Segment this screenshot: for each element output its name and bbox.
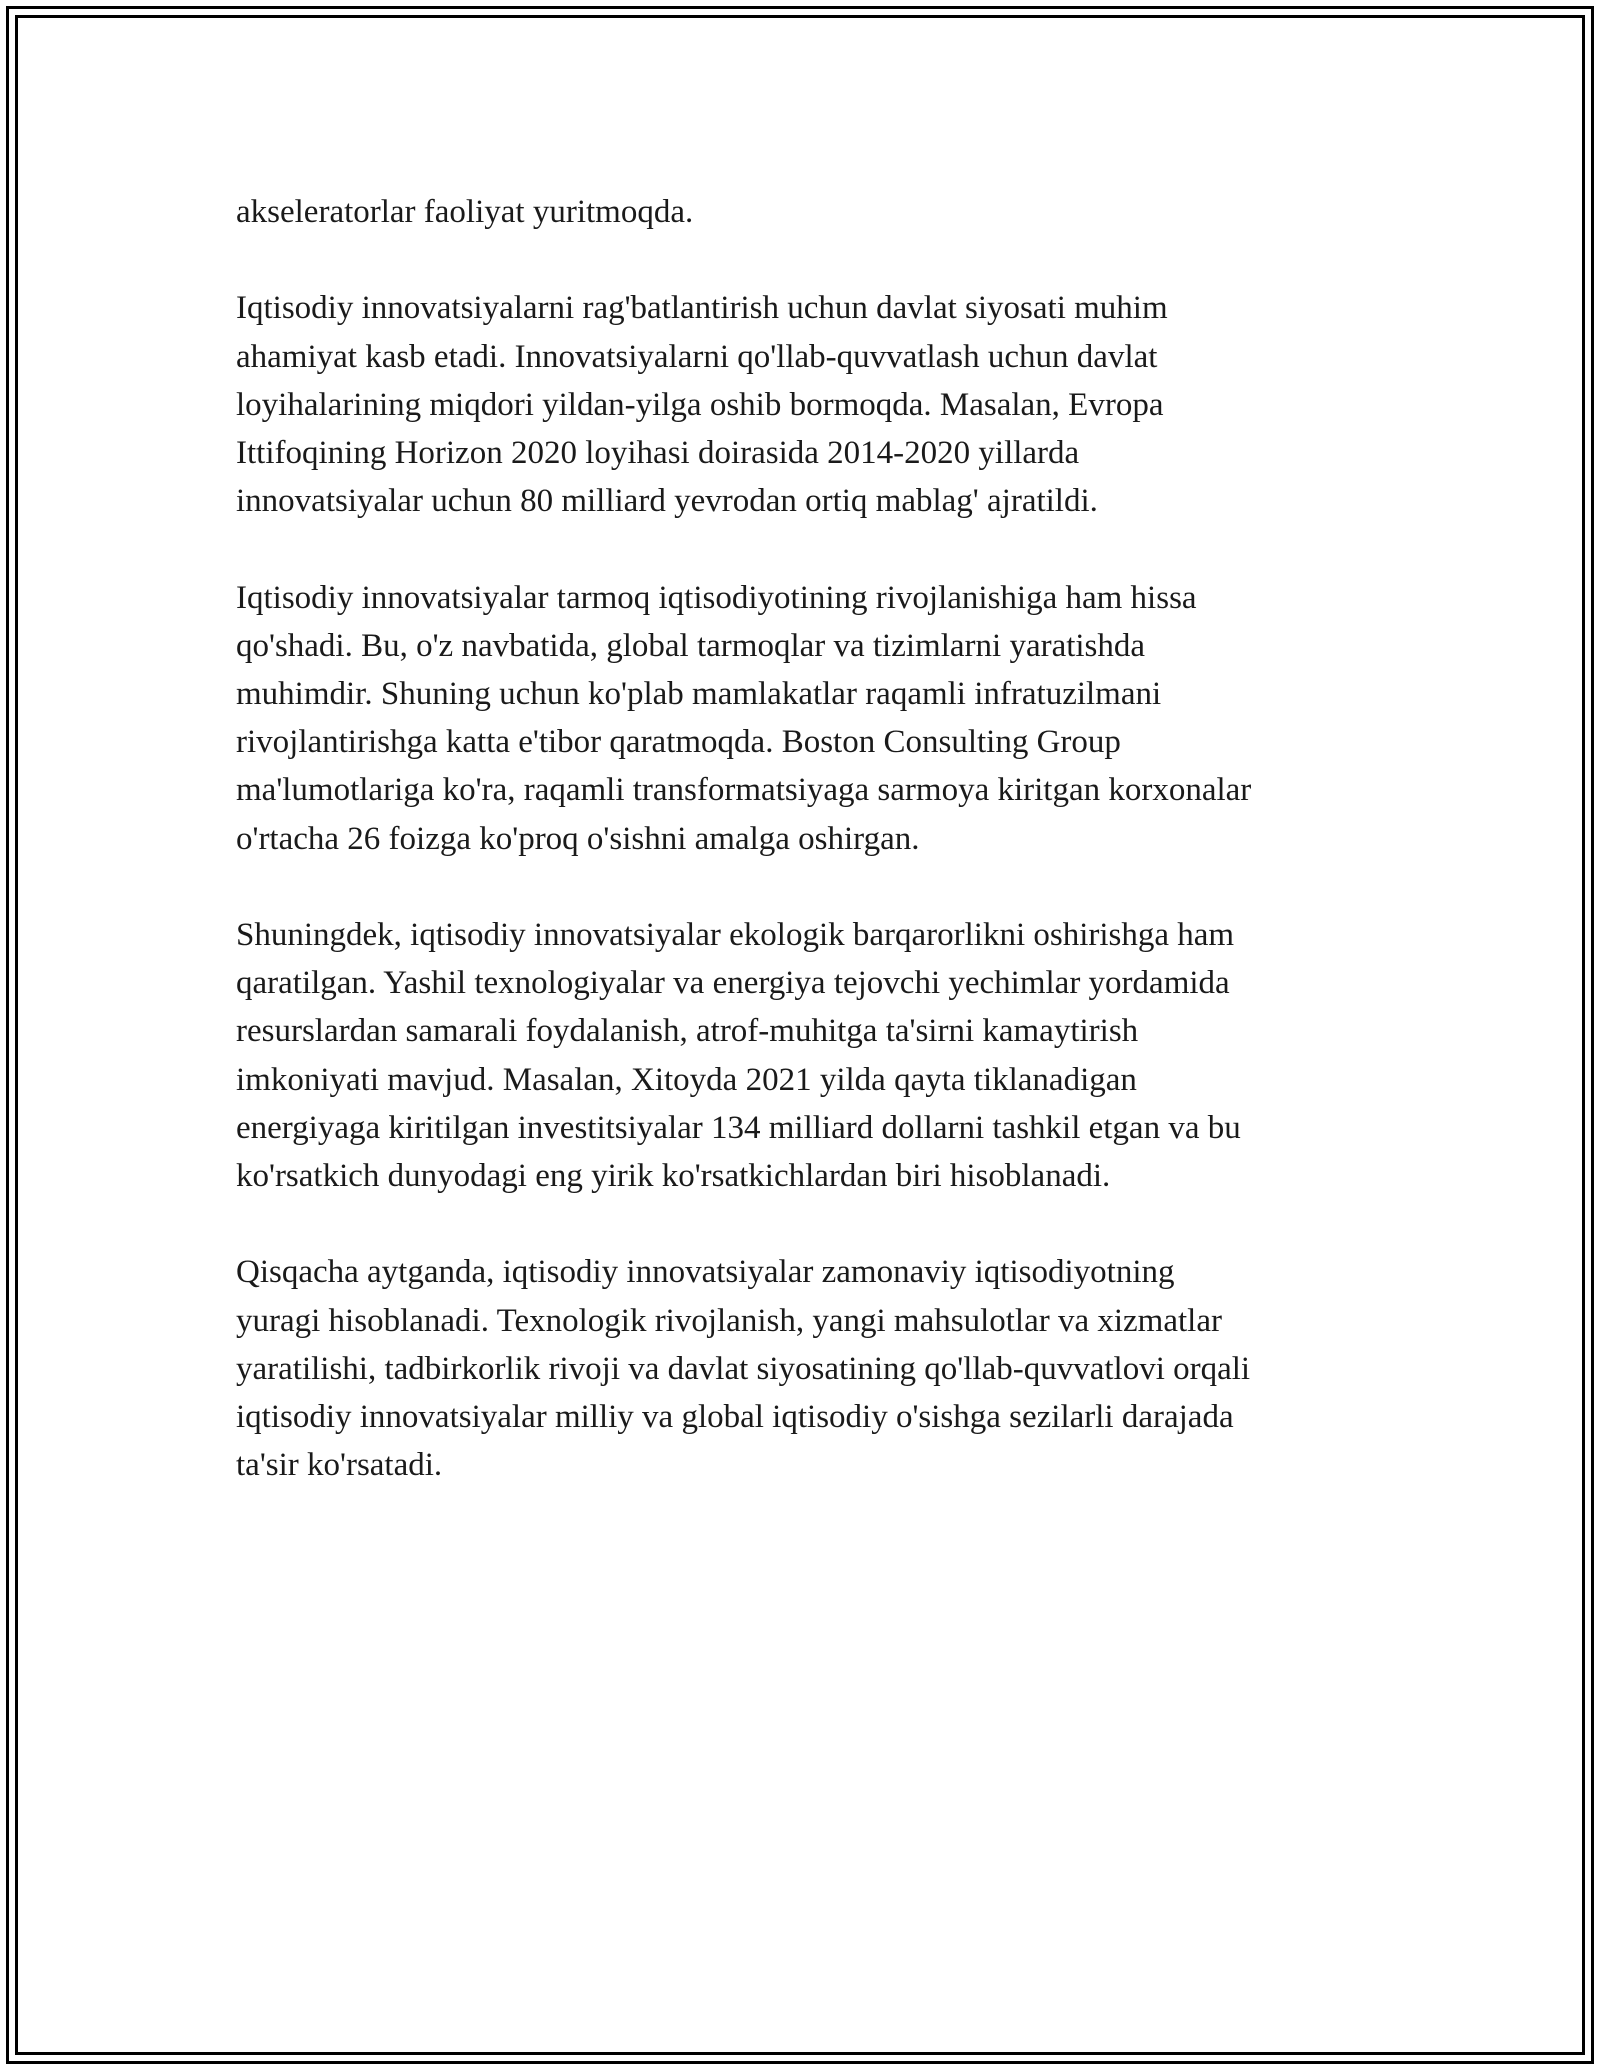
paragraph-line: Iqtisodiy innovatsiyalar tarmoq iqtisodiyotining rivojlanishiga ham hissa bbox=[236, 579, 1197, 616]
paragraph-line: resurslardan samarali foydalanish, atrof-muhitga ta'sirni kamaytirish bbox=[236, 1013, 1139, 1050]
document-body bbox=[236, 188, 1376, 1538]
paragraph-line: energiyaga kiritilgan investitsiyalar 134 milliard dollarni tashkil etgan va bu bbox=[236, 1109, 1241, 1146]
paragraph-line: qaratilgan. Yashil texnologiyalar va energiya tejovchi yechimlar yordamida bbox=[236, 965, 1230, 1002]
paragraph-line: imkoniyati mavjud. Masalan, Xitoyda 2021 yilda qayta tiklanadigan bbox=[236, 1061, 1137, 1098]
paragraph-line: yuragi hisoblanadi. Texnologik rivojlanish, yangi mahsulotlar va xizmatlar bbox=[236, 1302, 1222, 1339]
paragraph-line: muhimdir. Shuning uchun ko'plab mamlakatlar raqamli infratuzilmani bbox=[236, 676, 1162, 712]
paragraph-line: Ittifoqining Horizon 2020 loyihasi doirasida 2014-2020 yillarda bbox=[236, 435, 1080, 471]
paragraph-line: Shuningdek, iqtisodiy innovatsiyalar ekologik barqarorlikni oshirishga ham bbox=[236, 917, 1235, 953]
paragraph-line: iqtisodiy innovatsiyalar milliy va global iqtisodiy o'sishga sezilarli darajada bbox=[236, 1399, 1234, 1436]
paragraph-line: qo'shadi. Bu, o'z navbatida, global tarmoqlar va tizimlarni yaratishda bbox=[236, 627, 1146, 664]
paragraph-line: ta'sir ko'rsatadi. bbox=[236, 1447, 443, 1484]
paragraph-3 bbox=[236, 574, 1376, 863]
paragraph-line: ma'lumotlariga ko'ra, raqamli transformatsiyaga sarmoya kiritgan korxonalar bbox=[236, 772, 1252, 809]
paragraph-line: o'rtacha 26 foizga ko'proq o'sishni amalga oshirgan. bbox=[236, 820, 920, 857]
paragraph-1 bbox=[236, 188, 1376, 236]
paragraph-line: innovatsiyalar uchun 80 milliard yevrodan ortiq mablag' ajratildi. bbox=[236, 483, 1098, 520]
paragraph-line: ahamiyat kasb etadi. Innovatsiyalarni qo'llab-quvvatlash uchun davlat bbox=[236, 338, 1158, 375]
paragraph-line: Qisqacha aytganda, iqtisodiy innovatsiyalar zamonaviy iqtisodiyotning bbox=[236, 1254, 1175, 1291]
paragraph-line: Iqtisodiy innovatsiyalarni rag'batlantirish uchun davlat siyosati muhim bbox=[236, 290, 1168, 327]
paragraph-line: ko'rsatkich dunyodagi eng yirik ko'rsatkichlardan biri hisoblanadi. bbox=[236, 1158, 1111, 1195]
paragraph-2 bbox=[236, 284, 1376, 525]
paragraph-line: yaratilishi, tadbirkorlik rivoji va davlat siyosatining qo'llab-quvvatlovi orqali bbox=[236, 1350, 1251, 1387]
paragraph-line: loyihalarining miqdori yildan-yilga oshib bormoqda. Masalan, Evropa bbox=[236, 386, 1164, 423]
paragraph-4 bbox=[236, 911, 1376, 1200]
paragraph-line: rivojlantirishga katta e'tibor qaratmoqda. Boston Consulting Group bbox=[236, 724, 1121, 761]
paragraph-5 bbox=[236, 1248, 1376, 1489]
paragraph-line: akseleratorlar faoliyat yuritmoqda. bbox=[236, 194, 694, 230]
